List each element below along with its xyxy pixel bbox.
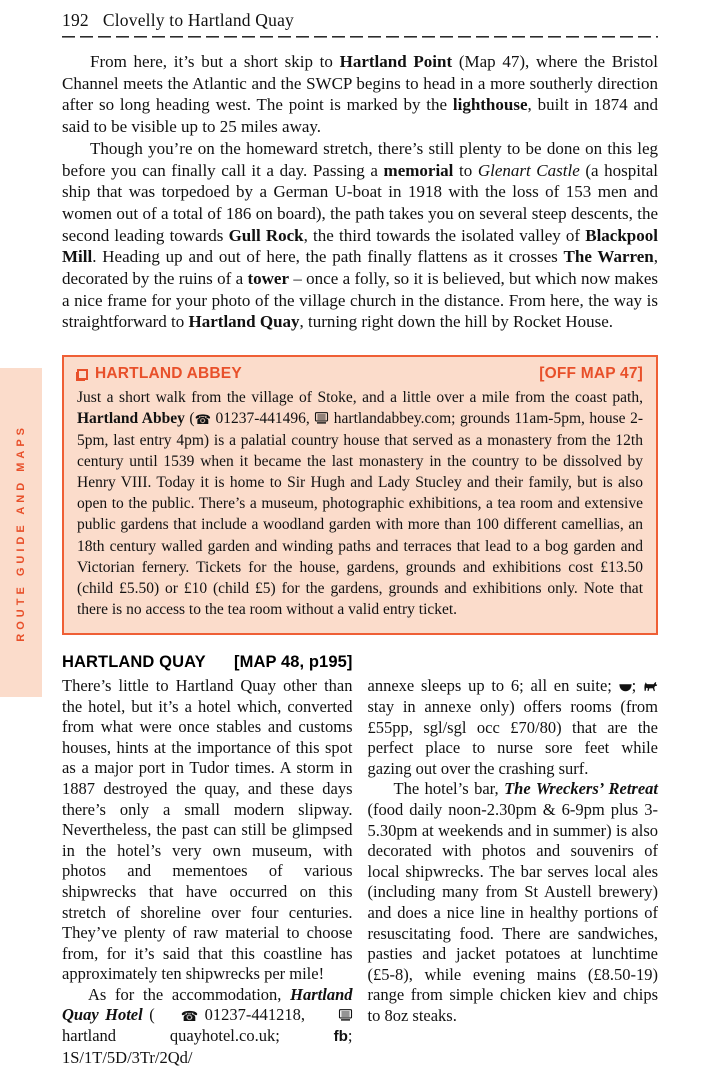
right-paragraph-2: The hotel’s bar, The Wreckers’ Retreat (food daily noon-2.30pm & 6-9pm plus 3-5.30pm at weekends and in summer) is also decorated with photos and souvenirs of local shipwrecks. The bar serves local ales (including many from St Austell brewery) and does a nice line in healthy portions of resuscitating food. There are sandwiches, pasties and jacket potatoes at lunchtime (£5-8), while evening mains (£8.50-19) range from simple chicken kiev and chips to 8oz steaks. (367, 779, 658, 1025)
box-header (77, 365, 643, 383)
route-guide-side-tab (0, 368, 42, 697)
section-map-ref: [MAP 48, p195] (234, 653, 353, 672)
phone-icon: ☎ (194, 413, 211, 429)
page-number: 192 (62, 10, 89, 30)
column-right (368, 652, 659, 1068)
left-paragraph-2: As for the accommodation, Hartland Quay Hotel ( ☎ 01237-441218, hartland quayhotel.co.uk; fb; 1S/1T/5D/3Tr/2Qd/ (62, 984, 353, 1067)
intro-paragraph-2: Though you’re on the homeward stretch, there’s still plenty to be done on this leg before you can finally call it a day. Passing a memorial to Glenart Castle (a hospital ship that was torpedoed by a German U-boat in 1918 with the loss of 153 men and women out of a total of 186 on board), the path takes you on several steep descents, the second leading towards Gull Rock, the third towards the isolated valley of Blackpool Mill. Heading up and out of here, the path finally flattens as it crosses The Warren, decorated by the ruins of a tower – once a folly, so it is believed, but which now makes a nice frame for your photo of the village church in the distance. From here, the way is straightforward to Hartland Quay, turning right down the hill by Rocket House. (62, 138, 658, 332)
dog-icon (643, 681, 658, 692)
box-title: HARTLAND ABBEY (95, 365, 242, 383)
side-tab-label: ROUTE GUIDE AND MAPS (15, 423, 27, 642)
intro-text (62, 51, 658, 333)
computer-icon (314, 412, 329, 424)
running-head (62, 10, 658, 31)
section-heading: HARTLAND QUAY (62, 653, 206, 672)
hartland-abbey-box (62, 355, 658, 635)
phone-icon: ☎ (180, 1009, 199, 1026)
intro-paragraph-1: From here, it’s but a short skip to Hartland Point (Map 47), where the Bristol Channel meets the Atlantic and the SWCP begins to head in a more southerly direction after so long heading west. The point is marked by the lighthouse, built in 1874 and said to be visible up to 25 miles away. (62, 52, 658, 137)
section-heading-row (62, 652, 353, 673)
left-paragraph-1: There’s little to Hartland Quay other than the hotel, but it’s a hotel which, converted from what were once stables and customs houses, hints at the importance of this spot as a major port in Tudor times. A storm in 1887 destroyed the quay, and these days there’s only a small modern slipway. Nevertheless, the past can still be glimpsed in the hotel’s very own museum, with photos and mementoes of various shipwrecks that have occurred on this stretch of shoreline over four centuries. They’ve plenty of raw material to choose from, for it’s said that this coastline has approximately ten shipwrecks per mile! (62, 675, 353, 984)
header-rule (62, 36, 658, 38)
computer-icon (312, 1009, 353, 1021)
hartland-quay-section (62, 652, 658, 1068)
box-title-wrap (77, 365, 242, 383)
bathtub-icon (619, 683, 632, 692)
running-title: Clovelly to Hartland Quay (102, 10, 295, 30)
checkbox-icon (77, 369, 88, 380)
right-paragraph-1: annexe sleeps up to 6; all en suite; ; stay in annexe only) offers rooms (from £55pp, sgl/sgl occ £70/80) that are the perfect place to nurse sore feet while gazing out over the crashing surf. (367, 676, 658, 778)
column-left (62, 652, 353, 1068)
box-map-ref: [OFF MAP 47] (539, 365, 643, 383)
box-body: Just a short walk from the village of Stoke, and a little over a mile from the coast path, Hartland Abbey (☎ 01237-441496, hartlandabbey.com; grounds 11am-5pm, house 2-5pm, last entry 4pm) is a palatial country house that served as a monastery from the 12th century until 1539 when it became the last monastery in the country to be dissolved by Henry VIII. Today it is home to Sir Hugh and Lady Stucley and their family, but is also open to the public. There’s a museum, photographic exhibitions, a tea room and extensive public gardens that include a woodland garden with more than 100 different camellias, an 18th century walled garden and winding paths and terraces that lead to a bog garden and Victorian fernery. Tickets for the house, gardens, grounds and exhibitions cost £13.50 (child £5.50) or £10 (child £5) for the gardens, grounds and exhibitions only. Note that there is no access to the tea room without a valid entry ticket. (77, 389, 643, 619)
